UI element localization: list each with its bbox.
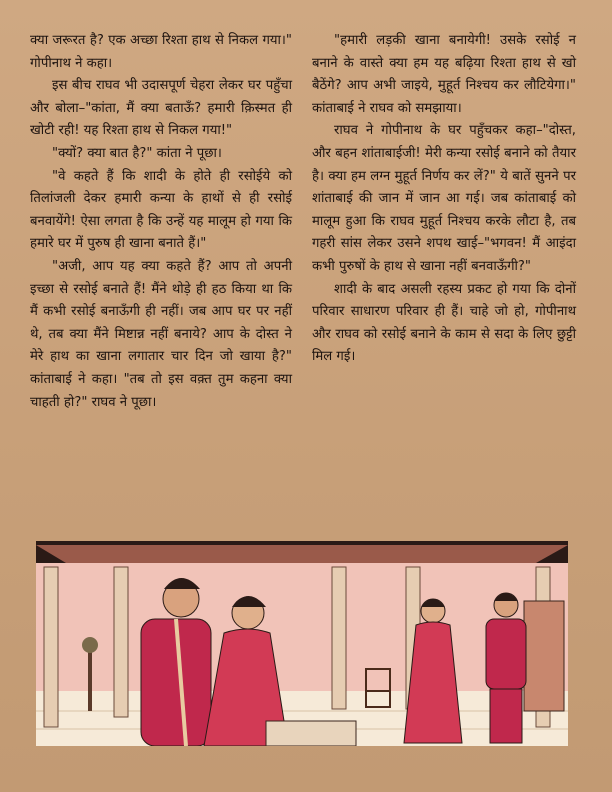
story-illustration <box>36 541 568 746</box>
paragraph: शादी के बाद असली रहस्य प्रकट हो गया कि दोनों परिवार साधारण परिवार ही हैं। चाहे जो हो, गोपीनाथ और राघव को रसोई बनाने के काम से सदा के लिए छुट्टी मिल गई। <box>312 281 576 365</box>
ceiling-border <box>36 545 568 563</box>
door <box>524 601 564 711</box>
paragraph: राघव ने गोपीनाथ के घर पहुँचकर कहा–"दोस्त, और बहन शांताबाईजी! मेरी कन्या रसोई बनाने को तैयार है। क्या हम लग्न मुहूर्त निर्णय कर लें?" ये बातें सुनने पर शांताबाई की जान में जान आ गई। जब कांताबाई को मालूम हुआ कि राघव मुहूर्त निश्चय करके लौटा है, तब गहरी सांस लेकर उसने शपथ खाई–"भगवन! मैं आइंदा कभी पुरुषों के हाथ से खाना नहीं बनवाऊँगी?" <box>312 123 576 274</box>
paragraph: "क्यों? क्या बात है?" कांता ने पूछा। <box>52 145 222 161</box>
paragraph: क्या जरूरत है? एक अच्छा रिश्ता हाथ से निकल गया।" गोपीनाथ ने कहा। <box>30 33 292 71</box>
paragraph: "हमारी लड़की खाना बनायेगी! उसके रसोई न बनाने के वास्ते क्या हम यह बढ़िया रिश्ता हाथ से खो बैठेंगे? आप अभी जाइये, मुहूर्त निश्चय कर लौटियेगा।" कांताबाई ने राघव को समझाया। <box>312 33 576 116</box>
right-text-column <box>312 30 576 369</box>
paragraph: "वे कहते हैं कि शादी के होते ही रसोईये को तिलांजली देकर हमारी कन्या के हाथों से ही रसोई बनवायेंगे! ऐसा लगता है कि उन्हें यह मालूम हो गया कि हमारे घर में पुरुष ही खाना बनाते हैं।" <box>30 168 292 252</box>
left-text-column <box>30 30 292 414</box>
paragraph: इस बीच राघव भी उदासपूर्ण चेहरा लेकर घर पहुँचा और बोला–"कांता, मैं क्या बताऊँ? हमारी क़िस्मत ही खोटी रही! यह रिश्ता हाथ से निकल गया!" <box>30 78 292 139</box>
table <box>266 721 356 746</box>
illustration-scene <box>36 541 568 746</box>
paragraph: "अजी, आप यह क्या कहते हैं? आप तो अपनी इच्छा से रसोई बनाते हैं! मैंने थोड़े ही हठ किया था कि मैं कभी रसोई बनाऊँगी ही नहीं। जब आप घर पर नहीं थे, तब क्या मैंने मिष्टान्न नहीं बनाये? आप के दोस्त ने मेरे हाथ का खाना लगातार चार दिन जो खाया है?" कांताबाई ने कहा। "तब तो इस वक़्त तुम कहना क्या चाहती हो?" राघव ने पूछा। <box>30 258 292 410</box>
